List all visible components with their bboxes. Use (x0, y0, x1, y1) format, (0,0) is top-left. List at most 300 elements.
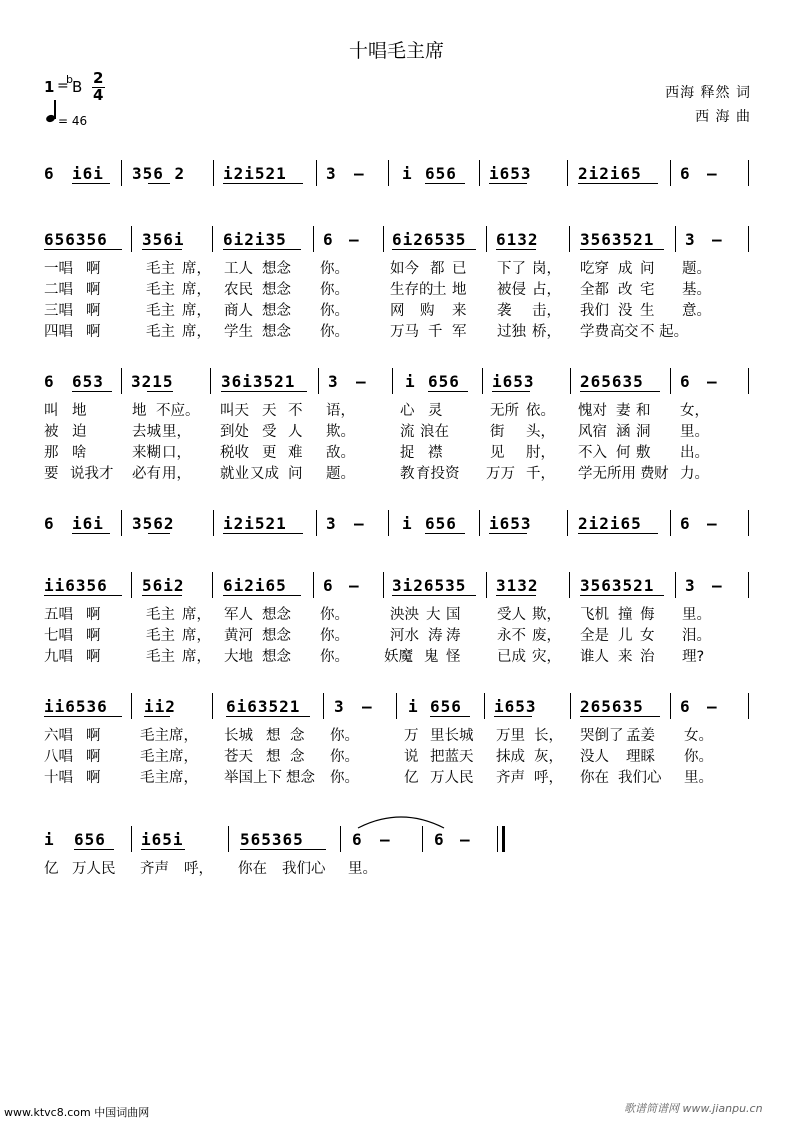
lyric: 里。 (680, 424, 709, 440)
lyric: 你。 (320, 607, 349, 623)
note: 3 (326, 164, 337, 183)
lyric: 问 (288, 466, 303, 482)
underline (141, 849, 185, 850)
lyric: 万人民 (72, 861, 116, 877)
note: i (405, 372, 416, 391)
system-3-notes (0, 372, 793, 402)
lyric: 你。 (320, 628, 349, 644)
lyric: 一唱 (44, 261, 73, 277)
lyric: 齐声 (140, 861, 169, 877)
lyric: 必有 (132, 466, 161, 482)
lyric: 千， (526, 466, 555, 482)
lyric: 鬼 (424, 649, 439, 665)
lyric: 毛主席， (140, 728, 198, 744)
lyric: 工人 (224, 261, 253, 277)
lyric-line-verse-8 (0, 745, 793, 765)
dash: – (712, 576, 723, 595)
lyric: 你。 (320, 649, 349, 665)
lyric: 欺， (532, 607, 561, 623)
barline (670, 693, 671, 719)
lyric: 席， (182, 607, 211, 623)
lyric: 涛 (446, 628, 461, 644)
underline (142, 249, 182, 250)
note-group: 3i26535 (392, 576, 467, 595)
barline (748, 693, 749, 719)
lyric: 啊 (86, 749, 101, 765)
note: 3 (328, 372, 339, 391)
lyric: 流 (400, 424, 415, 440)
lyric: 愧对 (578, 403, 607, 419)
lyric: 敌。 (326, 445, 355, 461)
dash: – (712, 230, 723, 249)
lyric: 敷 (636, 445, 651, 461)
lyric: 毛主 (146, 324, 175, 340)
lyric: 灵 (428, 403, 443, 419)
note: 3 (685, 576, 696, 595)
underline (578, 183, 658, 184)
barline (570, 368, 571, 394)
lyric: 五唱 (44, 607, 73, 623)
lyric: 和 (636, 403, 651, 419)
barline (396, 693, 397, 719)
lyric: 人 (288, 424, 303, 440)
lyric: 席， (182, 628, 211, 644)
lyric: 席， (182, 303, 211, 319)
lyric: 军人 (224, 607, 253, 623)
lyric: 吃穿 (580, 261, 609, 277)
lyric-line-verse-2 (0, 420, 793, 440)
lyric: 千 (428, 324, 443, 340)
barline (318, 368, 319, 394)
lyric: 妖魔 (384, 649, 413, 665)
lyric: 头， (526, 424, 555, 440)
lyric: 泪。 (682, 628, 711, 644)
lyric: 桥， (532, 324, 561, 340)
lyric: 费 (640, 466, 655, 482)
barline (567, 160, 568, 186)
barline (748, 510, 749, 536)
underline (489, 183, 527, 184)
lyric: 哭倒了 (580, 728, 624, 744)
lyric: 国 (446, 607, 461, 623)
lyric: 学无所用 (578, 466, 636, 482)
barline (479, 160, 480, 186)
lyric: 用， (162, 466, 191, 482)
note-group: i653 (489, 514, 532, 533)
lyric: 更 (262, 445, 277, 461)
lyric: 大地 (224, 649, 253, 665)
barline (340, 826, 341, 852)
underline (142, 595, 182, 596)
barline (567, 510, 568, 536)
note-group: 3215 (131, 372, 174, 391)
lyric: 念 (290, 749, 305, 765)
note-group: i6i (72, 164, 104, 183)
tempo-value: = 46 (58, 114, 88, 128)
note-group: 6132 (496, 230, 539, 249)
barline (670, 368, 671, 394)
barline (570, 693, 571, 719)
barline (212, 226, 213, 252)
underline (44, 716, 122, 717)
note: 6 (44, 164, 55, 183)
lyric: 地 (452, 282, 467, 298)
lyric: 二唱 (44, 282, 73, 298)
lyric: 啊 (86, 728, 101, 744)
system-1-notes (0, 164, 793, 194)
note-group: i653 (489, 164, 532, 183)
note: i (402, 164, 413, 183)
underline (147, 391, 173, 392)
underline (392, 249, 476, 250)
dash: – (362, 697, 373, 716)
lyric: 不 起。 (640, 324, 689, 340)
lyric: 风宿 (578, 424, 607, 440)
note: i (408, 697, 419, 716)
lyric-line-verse-1 (0, 257, 793, 277)
note-group: 3562 (132, 514, 175, 533)
lyric: 毛主 (146, 282, 175, 298)
lyric: 席， (182, 649, 211, 665)
underline (578, 533, 658, 534)
lyric: 不入 (578, 445, 607, 461)
lyric: 全都 (580, 282, 609, 298)
lyric: 来 (618, 649, 633, 665)
note: 3 (326, 514, 337, 533)
final-barline-thick (502, 826, 505, 852)
lyric: 理? (682, 649, 705, 665)
tie-arc (356, 812, 446, 830)
barline (316, 510, 317, 536)
note: 6 (44, 514, 55, 533)
lyric: 学费 (580, 324, 609, 340)
lyric: 去城 (132, 424, 161, 440)
lyric: 里。 (682, 607, 711, 623)
lyric: 我们心 (282, 861, 326, 877)
lyric: 啊 (86, 649, 101, 665)
lyric: 河水 (390, 628, 419, 644)
lyric: 齐声 (496, 770, 525, 786)
lyric: 你在 (580, 770, 609, 786)
lyric: 襟 (428, 445, 443, 461)
lyric: 亿 (404, 770, 419, 786)
barline (212, 693, 213, 719)
lyric: 你。 (320, 324, 349, 340)
note-group: 656 (74, 830, 106, 849)
lyric: 想念 (262, 628, 291, 644)
underline (221, 391, 307, 392)
note-group: 6i63521 (226, 697, 301, 716)
lyric: 又成 (250, 466, 279, 482)
lyric: 如今 (390, 261, 419, 277)
lyric: 想念 (262, 261, 291, 277)
lyric: 你。 (684, 749, 713, 765)
lyric: 成 (618, 261, 633, 277)
dash: – (354, 514, 365, 533)
note-group: 3563521 (580, 230, 655, 249)
lyric: 宅 (640, 282, 655, 298)
note-group: 6i26535 (392, 230, 467, 249)
note-group: 6i2i35 (223, 230, 287, 249)
lyric-line-verse-4 (0, 320, 793, 340)
lyric: 万万 (486, 466, 515, 482)
lyric: 网 (390, 303, 405, 319)
time-numerator: 2 (93, 69, 104, 87)
lyric: 儿 (618, 628, 633, 644)
lyric: 不应。 (156, 403, 200, 419)
barline (670, 510, 671, 536)
lyric: 已成 (497, 649, 526, 665)
lyric: 那 (44, 445, 59, 461)
lyric: 九唱 (44, 649, 73, 665)
lyric: 过独 (497, 324, 526, 340)
page-title: 十唱毛主席 (348, 40, 444, 62)
note: 6 (680, 164, 691, 183)
underline (72, 391, 112, 392)
underline (494, 716, 532, 717)
note: 3 (334, 697, 345, 716)
lyric: 谁人 (580, 649, 609, 665)
note-group: 656 (425, 514, 457, 533)
note-group: 565365 (240, 830, 304, 849)
barline (748, 572, 749, 598)
lyric: 基。 (682, 282, 711, 298)
lyric: 女 (640, 628, 655, 644)
barline (121, 368, 122, 394)
lyric: 十唱 (44, 770, 73, 786)
barline (131, 693, 132, 719)
lyric: 说我才 (70, 466, 114, 482)
lyric: 长城 (224, 728, 253, 744)
lyric-line-verse-10 (0, 766, 793, 786)
lyric: 迫 (72, 424, 87, 440)
lyric-line-verse-9 (0, 645, 793, 665)
lyric: 育投资 (416, 466, 460, 482)
lyric: 万人民 (430, 770, 474, 786)
lyric: 学生 (224, 324, 253, 340)
dash: – (354, 164, 365, 183)
lyric: 毛主席， (140, 749, 198, 765)
lyric: 万马 (390, 324, 419, 340)
key-note: B (72, 78, 83, 96)
lyric: 你。 (320, 261, 349, 277)
barline (316, 160, 317, 186)
barline (212, 572, 213, 598)
note: 6 (680, 514, 691, 533)
lyric: 四唱 (44, 324, 73, 340)
lyric: 生存的 (390, 282, 434, 298)
lyric: 七唱 (44, 628, 73, 644)
lyric: 要 (44, 466, 59, 482)
lyric: 浪在 (420, 424, 449, 440)
note: 6 (323, 230, 334, 249)
lyric: 力。 (680, 466, 709, 482)
underline (223, 249, 301, 250)
note: 6 (323, 576, 334, 595)
note-group: i2i521 (223, 514, 287, 533)
underline (226, 716, 310, 717)
underline (72, 183, 110, 184)
underline (223, 183, 303, 184)
note-group: 2i2i65 (578, 514, 642, 533)
underline (144, 716, 170, 717)
footer-right-watermark: 歌谱简谱网 www.jianpu.cn (624, 1102, 763, 1115)
lyric: 里。 (348, 861, 377, 877)
note-group: i653 (492, 372, 535, 391)
lyric: 题。 (682, 261, 711, 277)
barline (569, 572, 570, 598)
barline (121, 510, 122, 536)
lyric: 肘， (526, 445, 555, 461)
lyric: 怪 (446, 649, 461, 665)
barline (210, 368, 211, 394)
dash: – (707, 372, 718, 391)
note: 3 (685, 230, 696, 249)
lyric: 毛主 (146, 607, 175, 623)
note-group: ii6356 (44, 576, 108, 595)
note: i (402, 514, 413, 533)
underline (223, 595, 301, 596)
lyric: 理睬 (626, 749, 655, 765)
lyric: 不 (288, 403, 303, 419)
lyric: 永不 (497, 628, 526, 644)
lyric: 治 (640, 649, 655, 665)
lyric: 地 (72, 403, 87, 419)
note-group: 656 (425, 164, 457, 183)
lyric-line-verse-3 (0, 299, 793, 319)
barline (486, 572, 487, 598)
lyric: 无所 (490, 403, 519, 419)
dash: – (356, 372, 367, 391)
note-group: 656356 (44, 230, 108, 249)
underline (496, 595, 536, 596)
lyric: 啊 (86, 261, 101, 277)
lyric: 出。 (680, 445, 709, 461)
lyric: 长， (534, 728, 563, 744)
lyric-line-verse-5 (0, 603, 793, 623)
note-group: 2i2i65 (578, 164, 642, 183)
barline (213, 160, 214, 186)
note-group: 356 2 (132, 164, 186, 183)
lyric: 你。 (330, 770, 359, 786)
note: 6 (680, 697, 691, 716)
underline (580, 391, 660, 392)
lyric: 洞 (636, 424, 651, 440)
barline (131, 226, 132, 252)
lyric: 来糊 (132, 445, 161, 461)
underline (492, 391, 530, 392)
lyric: 军 (452, 324, 467, 340)
lyric: 依。 (526, 403, 555, 419)
lyric: 念 (290, 728, 305, 744)
underline (425, 533, 465, 534)
underline (148, 183, 170, 184)
key-equals: = (57, 78, 69, 94)
note-group: 3563521 (580, 576, 655, 595)
underline (428, 391, 468, 392)
lyric: 里长城 (430, 728, 474, 744)
underline (430, 716, 470, 717)
lyric: 受人 (497, 607, 526, 623)
lyric: 叫 (44, 403, 59, 419)
lyric: 改 (618, 282, 633, 298)
lyric: 交 (624, 324, 639, 340)
barline (748, 226, 749, 252)
lyric: 你。 (330, 728, 359, 744)
time-denominator: 4 (93, 86, 104, 104)
lyric: 啊 (86, 282, 101, 298)
lyric: 天 (262, 403, 277, 419)
note-group: 656 (428, 372, 460, 391)
lyric: 灾， (532, 649, 561, 665)
note: 6 (352, 830, 363, 849)
lyric: 席， (182, 261, 211, 277)
lyric: 想 (266, 728, 281, 744)
lyric: 见 (490, 445, 505, 461)
lyric: 你。 (320, 282, 349, 298)
lyric: 八唱 (44, 749, 73, 765)
system-4-notes (0, 514, 793, 544)
lyric-line-coda (0, 857, 793, 877)
lyric: 被侵 (497, 282, 526, 298)
lyric: 意。 (682, 303, 711, 319)
underline (72, 533, 110, 534)
lyric: 袭 (497, 303, 512, 319)
lyric: 何 (616, 445, 631, 461)
lyric-line-verse-2 (0, 278, 793, 298)
note-group: 356i (142, 230, 185, 249)
underline (580, 249, 664, 250)
lyric: 席， (182, 282, 211, 298)
lyric: 税收 (220, 445, 249, 461)
key-tonic: 1 (44, 78, 55, 96)
lyric: 没人 (580, 749, 609, 765)
lyric: 到处 (220, 424, 249, 440)
lyric: 我们心 (618, 770, 662, 786)
final-barline-thin (497, 826, 498, 852)
lyric: 欺。 (326, 424, 355, 440)
lyric: 占， (532, 282, 561, 298)
lyric: 击， (532, 303, 561, 319)
lyric: 女， (680, 403, 709, 419)
lyric: 语， (326, 403, 355, 419)
lyric: 废， (532, 628, 561, 644)
lyric: 亿 (44, 861, 59, 877)
barline (388, 160, 389, 186)
lyric: 大 (426, 607, 441, 623)
lyric: 叫天 (220, 403, 249, 419)
footer-left-watermark: www.ktvc8.com 中国词曲网 (4, 1106, 150, 1119)
lyric: 呼， (184, 861, 213, 877)
lyric: 来 (452, 303, 467, 319)
barline (213, 510, 214, 536)
lyric: 下了 (497, 261, 526, 277)
lyric: 女。 (684, 728, 713, 744)
lyric: 里， (162, 424, 191, 440)
barline (313, 572, 314, 598)
system-2-notes (0, 230, 793, 260)
lyric: 想 (266, 749, 281, 765)
note-group: 265635 (580, 697, 644, 716)
lyric: 里。 (684, 770, 713, 786)
note-group: 6i2i65 (223, 576, 287, 595)
lyric: 农民 (224, 282, 253, 298)
barline (323, 693, 324, 719)
lyric: 心 (400, 403, 415, 419)
lyric: 啊 (86, 324, 101, 340)
lyric: 高 (610, 324, 625, 340)
lyric-line-verse-1 (0, 399, 793, 419)
